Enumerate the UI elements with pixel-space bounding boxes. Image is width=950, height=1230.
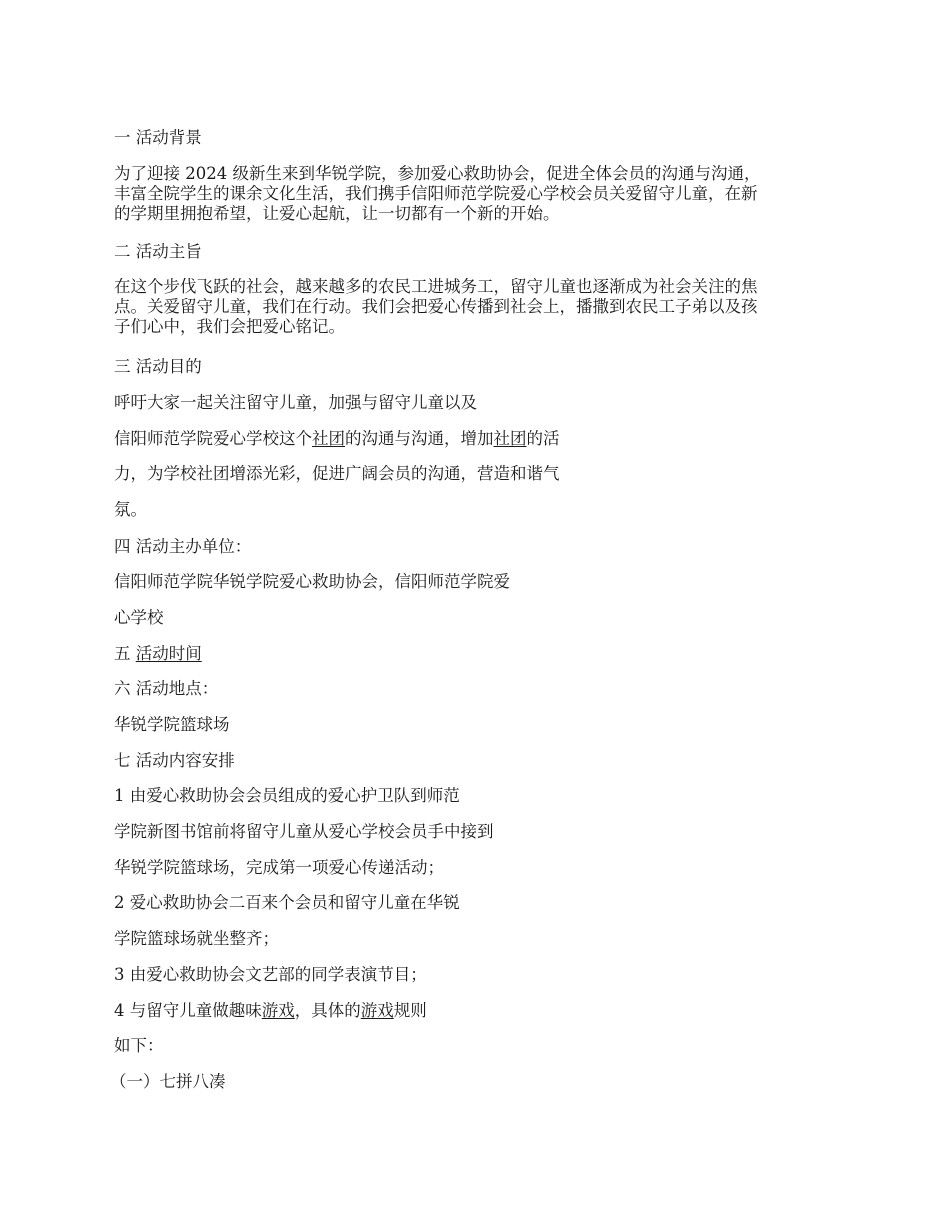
game-link[interactable]: 游戏: [261, 1001, 295, 1020]
paragraph-line: 的学期里拥抱希望，让爱心起航，让一切都有一个新的开始。: [114, 204, 560, 223]
organizer-line-2: 心学校: [114, 608, 164, 627]
goal-line-4: 氛。: [114, 500, 147, 519]
game-link[interactable]: 游戏: [360, 1001, 394, 1020]
text: 的沟通与沟通，增加: [345, 429, 494, 448]
text: 的活: [526, 429, 560, 448]
goal-line-1: 呼吁大家一起关注留守儿童，加强与留守儿童以及: [114, 393, 477, 412]
schedule-item-3: 3 由爱心救助协会文艺部的同学表演节目；: [114, 965, 427, 984]
section-heading-schedule: 七 活动内容安排: [114, 751, 235, 770]
paragraph-background: [114, 164, 844, 224]
paragraph-line: 子们心中，我们会把爱心铭记。: [114, 317, 345, 336]
paragraph-line: 点。关爱留守儿童，我们在行动。我们会把爱心传播到社会上，播撒到农民工子弟以及孩: [114, 297, 758, 316]
section-heading-purpose: 二 活动主旨: [114, 242, 202, 261]
section-heading-goal: 三 活动目的: [114, 357, 202, 376]
schedule-item-1-line-2: 学院新图书馆前将留守儿童从爱心学校会员手中接到: [114, 822, 494, 841]
organizer-line-1: 信阳师范学院华锐学院爱心救助协会，信阳师范学院爱: [114, 572, 510, 591]
section-heading-organizer: 四 活动主办单位：: [114, 537, 252, 556]
schedule-item-1-line-3: 华锐学院篮球场，完成第一项爱心传递活动；: [114, 858, 444, 877]
club-link[interactable]: 社团: [312, 429, 345, 448]
activity-time-link[interactable]: 活动时间: [135, 644, 202, 663]
sub-item-1: （一）七拼八凑: [110, 1072, 226, 1091]
location-line: 华锐学院篮球场: [114, 715, 230, 734]
goal-line-2: [114, 429, 560, 449]
text: 规则: [393, 1001, 427, 1020]
schedule-item-2-line-1: 2 爱心救助协会二百来个会员和留守儿童在华锐: [114, 893, 460, 912]
text: 4 与留守儿童做趣味: [114, 1001, 262, 1020]
schedule-item-1-line-1: 1 由爱心救助协会会员组成的爱心护卫队到师范: [114, 786, 460, 805]
section-heading-background: 一 活动背景: [114, 128, 202, 147]
schedule-item-4-line-1: [114, 1001, 427, 1021]
text: ，具体的: [294, 1001, 361, 1020]
paragraph-line: 为了迎接 2024 级新生来到华锐学院，参加爱心救助协会，促进全体会员的沟通与沟通，: [114, 164, 761, 183]
section-heading-location: 六 活动地点：: [114, 679, 219, 698]
goal-line-3: 力，为学校社团增添光彩，促进广阔会员的沟通，营造和谐气: [114, 464, 560, 483]
text: 五: [114, 644, 136, 663]
club-link[interactable]: 社团: [493, 429, 527, 448]
paragraph-line: 丰富全院学生的课余文化生活，我们携手信阳师范学院爱心学校会员关爱留守儿童，在新: [114, 184, 758, 203]
schedule-item-4-line-2: 如下：: [114, 1036, 164, 1055]
paragraph-line: 在这个步伐飞跃的社会，越来越多的农民工进城务工，留守儿童也逐渐成为社会关注的焦: [114, 277, 758, 296]
schedule-item-2-line-2: 学院篮球场就坐整齐；: [114, 929, 279, 948]
text: 信阳师范学院爱心学校这个: [114, 429, 312, 448]
section-heading-time: [114, 644, 202, 664]
paragraph-purpose: [114, 277, 844, 337]
